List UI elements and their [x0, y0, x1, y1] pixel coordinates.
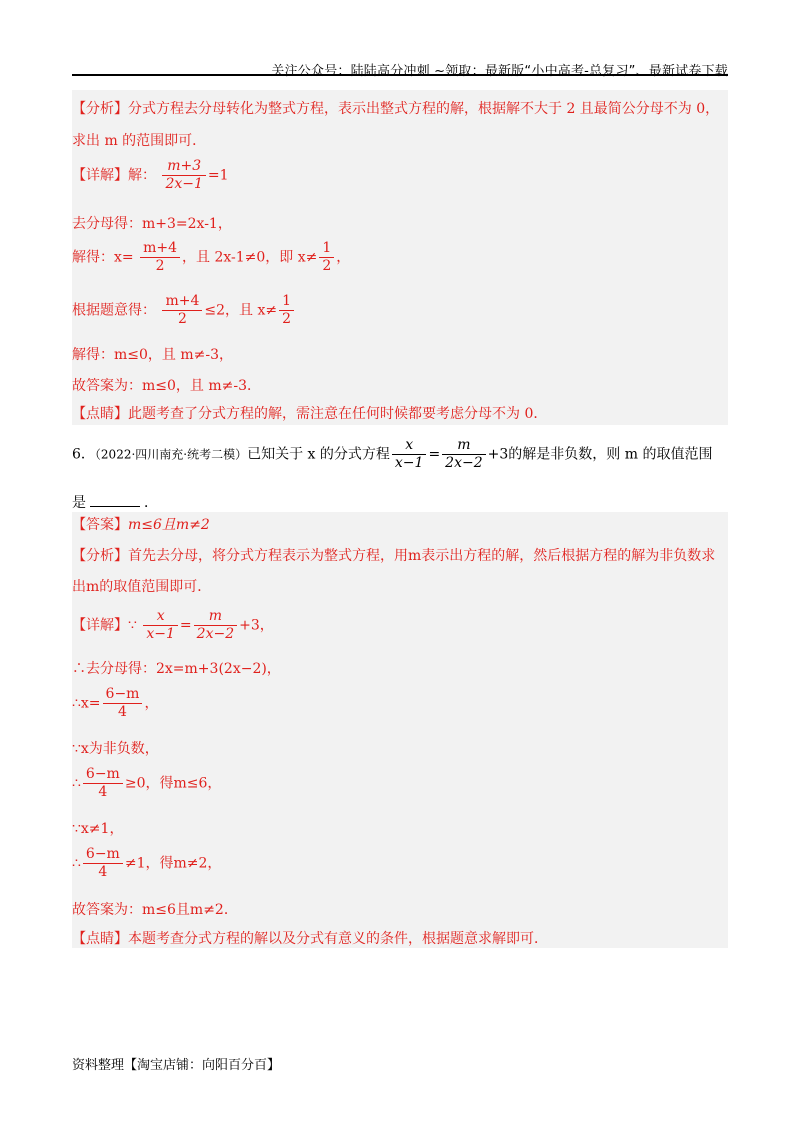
fraction-denominator: 2	[322, 258, 332, 274]
fraction-numerator: m	[194, 608, 237, 626]
fraction-numerator: m+4	[162, 293, 202, 311]
step-3-fraction	[162, 293, 202, 328]
fraction-numerator: m	[442, 437, 485, 455]
step-4: 解得：m≤0，且 m≠-3，	[72, 347, 234, 363]
question-fraction-1	[392, 437, 427, 472]
question-text-end: ．	[144, 495, 158, 511]
detail-line-8: 故答案为：m≤6且m≠2．	[72, 902, 238, 918]
analysis-line-2: 求出 m 的范围即可．	[72, 133, 207, 149]
fraction-denominator: 2x−1	[165, 176, 203, 192]
answer-blank	[90, 494, 140, 507]
fraction-numerator: x	[143, 608, 178, 626]
fraction-numerator: 6−m	[83, 766, 123, 784]
fraction-numerator: 6−m	[83, 846, 123, 864]
analysis-line-2: 出m的取值范围即可．	[72, 579, 212, 595]
analysis-text: 首先去分母，将分式方程表示为整式方程，用m表示出方程的解，然后根据方程的解为非负数求	[128, 548, 716, 564]
step-2-fraction	[140, 240, 180, 275]
equals-sign: =	[179, 617, 192, 634]
step-2-fraction-2	[319, 240, 334, 275]
fraction-numerator: 1	[319, 240, 334, 258]
question-text-c: 是	[72, 495, 86, 511]
analysis-text: 分式方程去分母转化为整式方程，表示出整式方程的解，根据解不大于 2 且最简公分母不为 0，	[128, 101, 720, 117]
analysis-tag: 【分析】	[72, 101, 128, 117]
equation-rhs: =1	[207, 167, 229, 184]
fraction-denominator: x−1	[394, 455, 424, 471]
line-7-end: 得m≠2，	[159, 855, 222, 872]
comment-line	[72, 928, 548, 948]
analysis-tag: 【分析】	[72, 548, 128, 564]
fraction-numerator: m+3	[162, 158, 205, 176]
fraction-numerator: 1	[279, 293, 294, 311]
fraction-numerator: x	[392, 437, 427, 455]
fraction-denominator: 2	[155, 258, 165, 274]
detail-line-4: ∵x为非负数，	[72, 741, 159, 757]
answer-line	[72, 514, 210, 534]
detail-line	[72, 158, 229, 193]
detail-line-7	[72, 846, 221, 881]
detail-tag: 【详解】	[72, 617, 128, 634]
line-5-fraction	[83, 766, 123, 801]
step-2-prefix: 解得：x=	[72, 249, 134, 266]
step-2	[72, 240, 350, 275]
fraction-denominator: 2	[282, 311, 292, 327]
line-7-fraction	[83, 846, 123, 881]
analysis-line-1	[72, 98, 719, 118]
detail-line-2: ∴去分母得：2x=m+3(2x−2)，	[72, 661, 281, 677]
answer-tag: 【答案】	[72, 517, 128, 533]
fraction-denominator: 2	[177, 311, 187, 327]
detail-line-3	[72, 686, 158, 721]
question-fraction-2	[442, 437, 485, 472]
step-3-mid: ≤2，且 x≠	[204, 302, 278, 319]
page-footer: 资料整理【淘宝店铺：向阳百分百】	[72, 1058, 281, 1073]
answer-text: m≤6且m≠2	[128, 517, 210, 533]
line-7-mid: ≠1，	[124, 855, 160, 872]
line-7-prefix: ∴	[72, 855, 81, 872]
analysis-line-1	[72, 545, 715, 565]
step-5: 故答案为：m≤0，且 m≠-3．	[72, 378, 262, 394]
equals-sign: =	[428, 446, 441, 463]
question-6-line-1	[72, 437, 712, 472]
step-1: 去分母得：m+3=2x-1，	[72, 216, 232, 232]
detail-intro: 解：	[128, 167, 156, 184]
fraction-denominator: 2x−2	[196, 626, 235, 642]
line-5-end: 得m≤6，	[159, 775, 222, 792]
question-text-b: +3的解是非负数，则 m 的取值范围	[487, 446, 713, 463]
question-text-a: 已知关于 x 的分式方程	[247, 446, 390, 463]
detail-line-5	[72, 766, 221, 801]
header-divider	[72, 74, 728, 76]
page-header: 关注公众号：陆陆高分冲刺 ~领取：最新版“小中高考-总复习”、最新试卷下载	[271, 64, 728, 79]
line-5-prefix: ∴	[72, 775, 81, 792]
fraction-denominator: 4	[118, 704, 127, 720]
fraction-denominator: x−1	[146, 626, 175, 642]
comment-text: 此题考查了分式方程的解，需注意在任何时候都要考虑分母不为 0．	[128, 406, 548, 422]
detail-fraction-1	[143, 608, 178, 643]
step-2-end: ，	[336, 249, 351, 266]
comment-text: 本题考查分式方程的解以及分式有意义的条件，根据题意求解即可．	[128, 931, 548, 947]
fraction-denominator: 2x−2	[445, 455, 483, 471]
solution-6-panel	[72, 512, 728, 948]
fraction-denominator: 4	[98, 784, 108, 800]
line-3-prefix: ∴x=	[72, 695, 101, 712]
question-source: （2022·四川南充·统考二模）	[94, 447, 248, 462]
detail-end: +3，	[239, 617, 274, 634]
comment-line	[72, 403, 547, 423]
step-3-fraction-2	[279, 293, 294, 328]
comment-tag: 【点睛】	[72, 931, 128, 947]
because-symbol: ∵	[128, 617, 137, 634]
step-3-prefix: 根据题意得：	[72, 302, 156, 319]
step-3	[72, 293, 296, 328]
fraction-numerator: 6−m	[103, 686, 143, 704]
line-5-mid: ≥0，	[124, 775, 160, 792]
detail-tag: 【详解】	[72, 167, 128, 184]
question-6-line-2	[72, 492, 158, 512]
step-2-mid: ，且 2x-1≠0，即 x≠	[182, 249, 318, 266]
comment-tag: 【点睛】	[72, 406, 128, 422]
equation-fraction	[162, 158, 205, 193]
detail-line	[72, 608, 274, 643]
question-number: 6．	[72, 446, 95, 463]
fraction-numerator: m+4	[140, 240, 180, 258]
solution-5-panel	[72, 90, 728, 425]
detail-line-6: ∵x≠1，	[72, 821, 124, 837]
line-3-fraction	[103, 686, 143, 721]
fraction-denominator: 4	[98, 864, 108, 880]
detail-fraction-2	[194, 608, 237, 643]
line-3-end: ，	[144, 695, 159, 712]
